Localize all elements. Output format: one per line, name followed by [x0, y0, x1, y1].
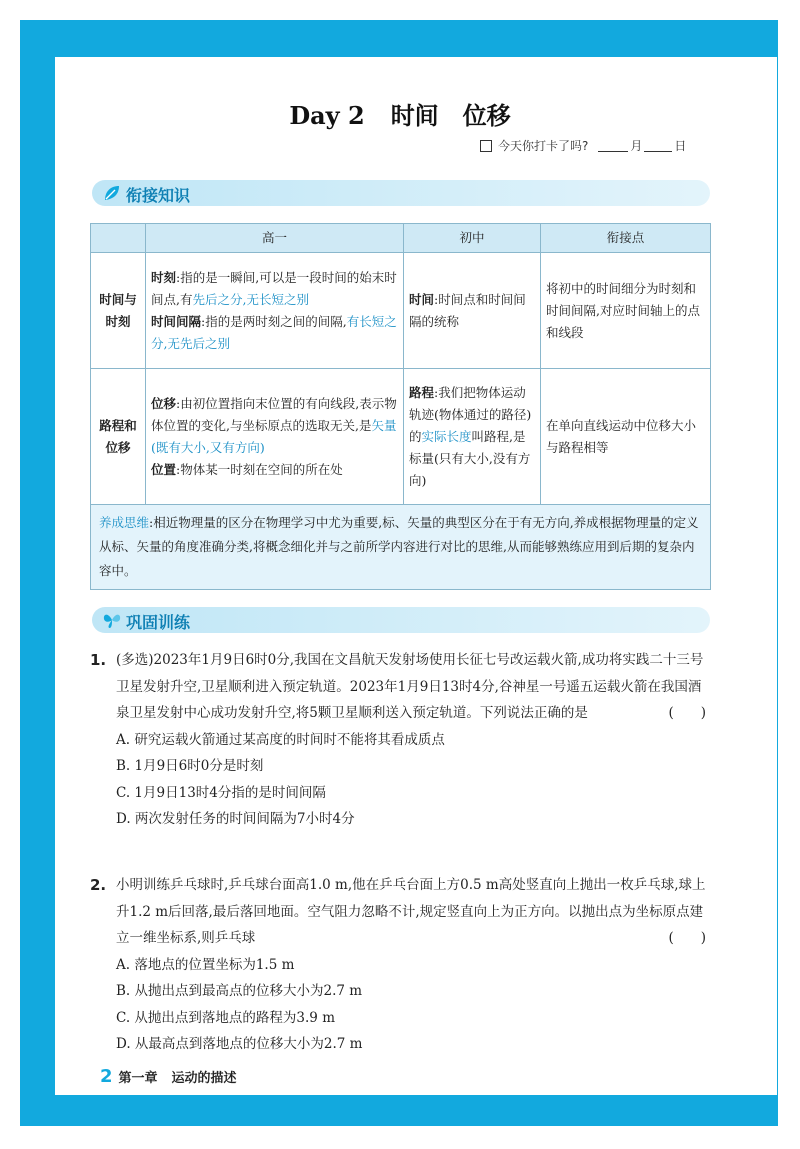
- term-shike: 时刻: [151, 269, 177, 285]
- table-row-time: [91, 253, 711, 369]
- option-d[interactable]: D. 两次发射任务的时间间隔为7小时4分: [116, 811, 355, 827]
- row-label-time: 时间与时刻: [91, 253, 146, 369]
- chapter-title: 运动的描述: [171, 1071, 237, 1086]
- header-corner: [91, 224, 146, 253]
- chapter-label: 第一章: [118, 1071, 158, 1086]
- cell-time-gaoyi: [146, 253, 404, 369]
- title-day: Day 2: [289, 101, 365, 130]
- checkin-line: [480, 137, 686, 154]
- month-blank[interactable]: [598, 139, 628, 152]
- question-stem: [116, 647, 710, 727]
- section-header-knowledge: [92, 180, 710, 206]
- question-number: 1.: [90, 651, 107, 669]
- def-lucheng-tail: 叫路程,是标量(只有大小,没有方向): [409, 428, 531, 488]
- knowledge-table: [90, 223, 711, 590]
- highlight-length: 实际长度: [421, 428, 472, 444]
- term-weiyi: 位移: [151, 395, 177, 411]
- page-number: 2: [100, 1066, 113, 1087]
- checkin-checkbox[interactable]: [480, 140, 492, 152]
- option-c[interactable]: C. 从抛出点到落地点的路程为3.9 m: [116, 1009, 335, 1026]
- section-header-practice: [92, 607, 710, 633]
- question-stem-text: 小明训练乒乓球时,乒乓球台面高1.0 m,他在乒乓台面上方0.5 m高处竖直向上抛出一枚乒乓球,球上升1.2 m后回落,最后落回地面。空气阻力忽略不计,规定竖直向上为正方向。以抛出点为坐标原点建立一维坐标系,则乒乓球: [116, 877, 706, 946]
- def-shike: :指的是一瞬间,可以是一段时间的始末时间点,有: [151, 269, 397, 307]
- section-title-practice: 巩固训练: [126, 613, 191, 632]
- footnote-lead: 养成思维: [99, 515, 150, 530]
- def-weizhi: :物体某一时刻在空间的所在处: [176, 461, 343, 477]
- option-b[interactable]: B. 1月9日6时0分是时刻: [116, 758, 264, 774]
- question-stem: [116, 872, 710, 952]
- term-weizhi: 位置: [151, 461, 177, 477]
- option-a[interactable]: A. 研究运载火箭通过某高度的时间时不能将其看成质点: [116, 731, 445, 748]
- term-lucheng: 路程: [409, 384, 435, 400]
- answer-blank[interactable]: ( ): [668, 930, 706, 946]
- page-title: [0, 96, 800, 131]
- cell-disp-point: 在单向直线运动中位移大小与路程相等: [541, 369, 711, 505]
- question-number: 2.: [90, 876, 107, 894]
- option-d[interactable]: D. 从最高点到落地点的位移大小为2.7 m: [116, 1036, 363, 1052]
- day-label: 日: [674, 139, 687, 153]
- header-gaoyi: 高一: [146, 224, 404, 253]
- answer-blank[interactable]: ( ): [668, 705, 706, 721]
- cell-disp-chuzhong: [404, 369, 541, 505]
- highlight-vector: 矢量(既有大小,又有方向): [151, 417, 397, 455]
- day-blank[interactable]: [644, 139, 672, 152]
- month-label: 月: [630, 139, 643, 153]
- def-weiyi: :由初位置指向末位置的有向线段,表示物体位置的变化,与坐标原点的选取无关,是: [151, 395, 397, 433]
- table-header-row: [91, 224, 711, 253]
- highlight-shike: 先后之分,无长短之别: [192, 291, 309, 307]
- page-footer: [100, 1066, 237, 1087]
- table-footnote-row: [91, 505, 711, 590]
- cell-time-chuzhong: [404, 253, 541, 369]
- checkin-question: 今天你打卡了吗?: [498, 139, 589, 153]
- def-time: :时间点和时间间隔的统称: [409, 291, 526, 329]
- term-interval: 时间间隔: [151, 313, 202, 329]
- cell-time-point: 将初中的时间细分为时刻和时间间隔,对应时间轴上的点和线段: [541, 253, 711, 369]
- question-1: [90, 647, 710, 833]
- footnote-text: :相近物理量的区分在物理学习中尤为重要,标、矢量的典型区分在于有无方向,养成根据物理量的定义从标、矢量的角度准确分类,将概念细化并与之前所学内容进行对比的思维,从而能够熟练应用到后期的复杂内容中。: [99, 515, 699, 578]
- header-chuzhong: 初中: [404, 224, 541, 253]
- question-stem-text: (多选)2023年1月9日6时0分,我国在文昌航天发射场使用长征七号改运载火箭,成功将实践二十三号卫星发射升空,卫星顺利进入预定轨道。2023年1月9日13时4分,谷神星一号遥五运载火箭在我国酒泉卫星发射中心成功发射升空,将5颗卫星顺利送入预定轨道。下列说法正确的是: [116, 652, 704, 721]
- title-topic: 时间 位移: [390, 101, 511, 130]
- butterfly-icon: [102, 610, 122, 630]
- option-c[interactable]: C. 1月9日13时4分指的是时间间隔: [116, 784, 326, 801]
- footnote-cell: [91, 505, 711, 590]
- def-interval: :指的是两时刻之间的间隔,: [201, 313, 347, 329]
- option-b[interactable]: B. 从抛出点到最高点的位移大小为2.7 m: [116, 983, 363, 999]
- section-title-knowledge: 衔接知识: [126, 186, 191, 205]
- highlight-interval: 有长短之分,无先后之别: [151, 313, 397, 351]
- question-2: [90, 872, 710, 1058]
- term-time: 时间: [409, 291, 435, 307]
- def-lucheng: :我们把物体运动轨迹(物体通过的路径)的: [409, 384, 532, 444]
- row-label-displacement: 路程和位移: [91, 369, 146, 505]
- cell-disp-gaoyi: [146, 369, 404, 505]
- header-point: 衔接点: [541, 224, 711, 253]
- table-row-displacement: [91, 369, 711, 505]
- leaf-icon: [102, 183, 122, 203]
- option-a[interactable]: A. 落地点的位置坐标为1.5 m: [116, 956, 295, 973]
